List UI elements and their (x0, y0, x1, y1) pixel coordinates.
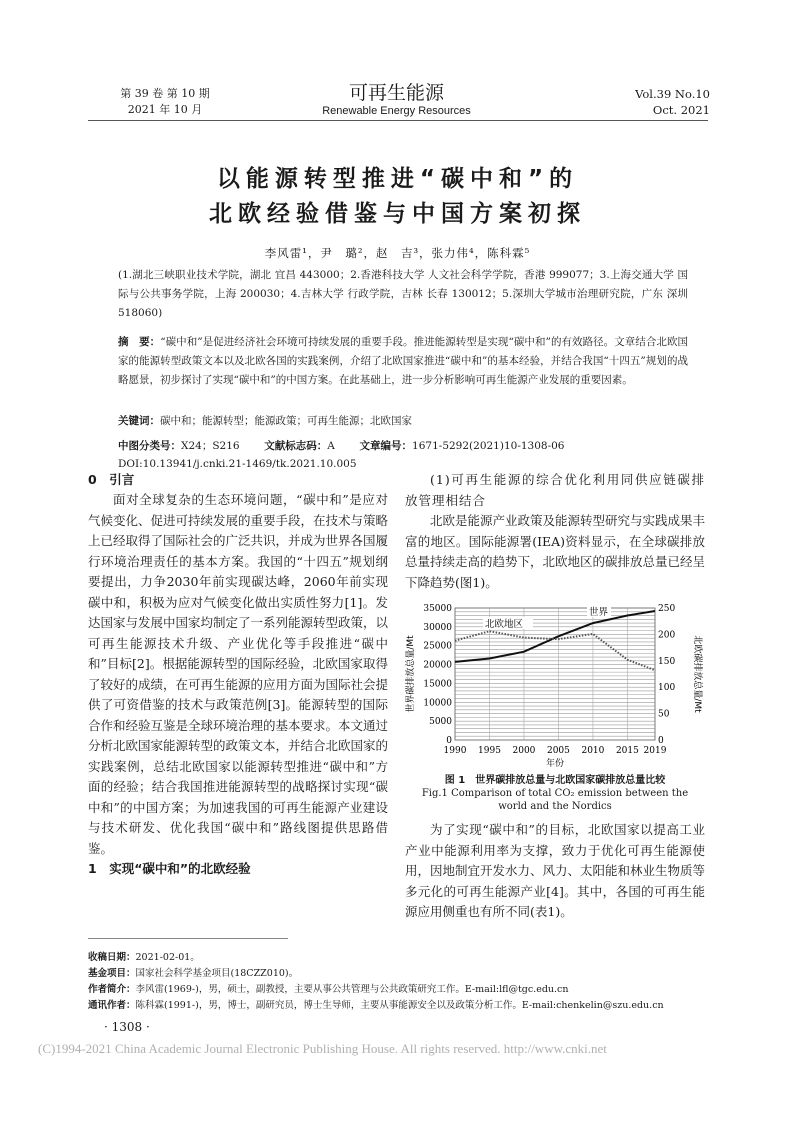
footnote-divider (88, 938, 288, 939)
svg-text:世界碳排放总量/Mt: 世界碳排放总量/Mt (406, 635, 416, 713)
doc-code-label: 文献标志码： (264, 440, 328, 452)
page-number: · 1308 · (104, 1020, 150, 1034)
journal-name-cn: 可再生能源 (348, 82, 444, 104)
svg-text:20000: 20000 (423, 660, 452, 671)
fund-label: 基金项目： (88, 968, 136, 979)
subsection-heading: (1)可再生能源的综合优化利用同供应链碳排放管理相结合 (405, 472, 705, 508)
affiliations: (1.湖北三峡职业技术学院，湖北 宜昌 443000；2.香港科技大学 人文社会科学学院，香港 999077；3.上海交通大学 国际与公共事务学院，上海 200030；4.吉林大学 行政学院，吉林 长春 130012；5.深圳大学城市治理研究院，广东 深圳 518060) (118, 269, 688, 319)
svg-text:2010: 2010 (581, 746, 605, 756)
abstract (118, 333, 688, 390)
figure-caption-cn: 图 1 世界碳排放总量与北欧国家碳排放总量比较 (444, 775, 666, 786)
paper-title (100, 162, 695, 232)
svg-text:50: 50 (658, 709, 670, 720)
received-date (88, 950, 708, 966)
doc-code-value: A (327, 440, 335, 452)
date-en: Oct. 2021 (652, 103, 710, 117)
svg-text:35000: 35000 (423, 604, 452, 614)
corr-label: 通讯作者： (88, 1000, 136, 1011)
issue-info (100, 86, 230, 118)
svg-text:25000: 25000 (423, 641, 452, 652)
section-0-heading: 0 引言 (88, 472, 135, 487)
received-label: 收稿日期： (88, 952, 136, 963)
svg-text:年份: 年份 (545, 759, 565, 769)
svg-text:2019: 2019 (643, 746, 667, 756)
abstract-text: “碳中和”是促进经济社会环境可持续发展的重要手段。推进能源转型是实现“碳中和”的有效路径。文章结合北欧国家的能源转型政策文本以及北欧各国的实践案例，介绍了北欧国家推进“碳中和”的基本经验，并结合我国“十四五”规划的战略愿景，初步探讨了实现“碳中和”的中国方案。在此基础上，进一步分析影响可再生能源产业发展的重要因素。 (118, 336, 688, 386)
author-list: 李风雷¹，尹 璐²，赵 吉³，张力伟⁴，陈科霖⁵ (264, 246, 531, 260)
svg-text:2015: 2015 (615, 746, 639, 756)
copyright-notice: (C)1994-2021 China Academic Journal Electronic Publishing House. All rights reserved. http://www.cnki.net (38, 1041, 607, 1056)
svg-text:北欧地区: 北欧地区 (485, 619, 524, 630)
bio-value: 李风雷(1969-)，男，硕士，副教授，主要从事公共管理与公共政策研究工作。E-mail:lfl@tgc.edu.cn (135, 984, 569, 995)
nordic-paragraph: 北欧是能源产业政策及能源转型研究与实践成果丰富的地区。国际能源署(IEA)资料显示，在全球碳排放总量持续走高的趋势下，北欧地区的碳排放总量已经呈下降趋势(图1)。 (405, 513, 706, 590)
keywords-label: 关键词： (118, 415, 160, 427)
clc-label: 中图分类号： (118, 440, 181, 452)
volume-issue-en: Vol.39 No.10 (635, 87, 710, 101)
section-1-heading: 1 实现“碳中和”的北欧经验 (88, 861, 251, 876)
article-no-value: 1671-5292(2021)10-1308-06 (412, 440, 565, 452)
svg-text:0: 0 (658, 736, 664, 746)
left-column (88, 470, 388, 879)
svg-text:15000: 15000 (423, 679, 452, 690)
corresponding-author (88, 998, 708, 1014)
bio-label: 作者简介： (88, 984, 136, 995)
journal-name (280, 82, 513, 118)
keywords (118, 413, 412, 429)
right-column-continued (405, 820, 705, 923)
svg-text:1995: 1995 (478, 746, 501, 756)
svg-text:150: 150 (658, 656, 676, 667)
fund-info (88, 966, 708, 982)
journal-name-en: Renewable Energy Resources (322, 105, 471, 117)
clc-value: X24；S216 (181, 440, 240, 452)
author-bio (88, 982, 708, 998)
date-cn: 2021 年 10 月 (127, 103, 203, 116)
svg-text:100: 100 (658, 683, 676, 694)
svg-text:10000: 10000 (423, 698, 452, 709)
svg-text:0: 0 (446, 736, 452, 746)
line-chart (405, 600, 705, 770)
corr-value: 陈科霖(1991-)，男，博士，副研究员，博士生导师，主要从事能源安全以及政策分析工作。E-mail:chenkelin@szu.edu.cn (135, 1000, 664, 1011)
title-line-2: 北欧经验借鉴与中国方案初探 (209, 201, 586, 227)
abstract-label: 摘 要： (118, 336, 161, 348)
issue-info-en (600, 86, 710, 118)
svg-text:5000: 5000 (429, 717, 452, 728)
svg-text:1990: 1990 (443, 746, 467, 756)
svg-text:200: 200 (658, 630, 676, 641)
keywords-text: 碳中和；能源转型；能源政策；可再生能源；北欧国家 (160, 415, 412, 427)
classification-line (118, 438, 565, 454)
header-divider (88, 120, 708, 121)
svg-text:2000: 2000 (512, 746, 536, 756)
footnotes (88, 950, 708, 1014)
intro-paragraph: 面对全球复杂的生态环境问题，“碳中和”是应对气候变化、促进可持续发展的重要手段，在技术与策略上已经取得了国际社会的广泛共识，并成为世界各国履行环境治理责任的基本方案。我国的“十四五”规划纲要提出，力争2030年前实现碳达峰，2060年前实现碳中和，积极为应对气候变化做出实质性努力[1]。发达国家与发展中国家均制定了一系列能源转型政策，以可再生能源技术升级、产业优化等手段推进“碳中和”目标[2]。根据能源转型的国际经验，北欧国家取得了较好的成绩，在可再生能源的应用方面为国际社会提供了可资借鉴的技术与政策范例[3]。能源转型的国际合作和经验互鉴是全球环境治理的基本要求。本文通过分析北欧国家能源转型的政策文本，并结合北欧国家的实践案例，总结北欧国家以能源转型推进“碳中和”方面的经验；结合我国推进能源转型的战略探讨实现“碳中和”的中国方案；为加速我国的可再生能源产业建设与技术研发、优化我国“碳中和”路线图提供思路借鉴。 (88, 492, 389, 856)
renewable-paragraph: 为了实现“碳中和”的目标，北欧国家以提高工业产业中能源利用率为支撑，致力于优化可再生能源使用，因地制宜开发水力、风力、太阳能和林业生物质等多元化的可再生能源产业[4]。其中，各国的可再生能源应用侧重也有所不同(表1)。 (405, 822, 706, 919)
figure-caption-en: Fig.1 Comparison of total CO₂ emission between the world and the Nordics (421, 788, 689, 812)
svg-text:250: 250 (658, 604, 676, 614)
svg-text:世界: 世界 (589, 607, 609, 618)
title-line-1: 以能源转型推进“碳中和”的 (216, 166, 579, 192)
svg-text:2005: 2005 (546, 746, 570, 756)
received-value: 2021-02-01。 (135, 952, 200, 963)
doi-link[interactable]: DOI:10.13941/j.cnki.21-1469/tk.2021.10.005 (118, 458, 357, 470)
volume-issue-cn: 第 39 卷 第 10 期 (120, 87, 210, 100)
svg-text:30000: 30000 (423, 622, 452, 633)
right-column (405, 470, 705, 593)
fund-value: 国家社会科学基金项目(18CZZ010)。 (135, 968, 299, 979)
article-no-label: 文章编号： (359, 440, 413, 452)
svg-text:北欧碳排放总量/Mt: 北欧碳排放总量/Mt (692, 635, 702, 713)
figure-1-chart (405, 600, 705, 770)
